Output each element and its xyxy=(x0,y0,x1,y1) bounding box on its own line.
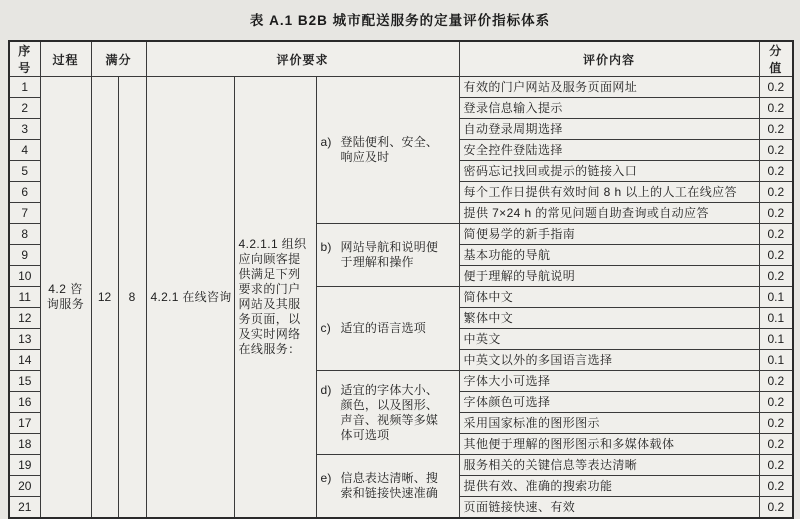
seq-cell: 10 xyxy=(9,266,40,287)
content-cell: 字体颜色可选择 xyxy=(459,392,759,413)
seq-cell: 20 xyxy=(9,476,40,497)
content-cell: 密码忘记找回或提示的链接入口 xyxy=(459,161,759,182)
score-cell: 0.1 xyxy=(759,350,793,371)
group-text: 适宜的语言选项 xyxy=(340,321,426,335)
score-cell: 0.2 xyxy=(759,266,793,287)
table-row xyxy=(9,77,793,98)
requirement-group-cell xyxy=(316,287,459,371)
score-cell: 0.2 xyxy=(759,392,793,413)
process-cell: 4.2 咨询服务 xyxy=(40,77,91,519)
header-full-score: 满分 xyxy=(91,41,146,77)
content-cell: 其他便于理解的图形图示和多媒体载体 xyxy=(459,434,759,455)
requirement-group-cell xyxy=(316,224,459,287)
score-cell: 0.1 xyxy=(759,287,793,308)
group-letter: a) xyxy=(320,135,332,149)
header-content: 评价内容 xyxy=(459,41,759,77)
header-row xyxy=(9,41,793,77)
score-cell: 0.2 xyxy=(759,413,793,434)
full-score-left-cell: 12 xyxy=(91,77,118,519)
seq-cell: 12 xyxy=(9,308,40,329)
score-cell: 0.2 xyxy=(759,182,793,203)
score-cell: 0.2 xyxy=(759,371,793,392)
content-cell: 字体大小可选择 xyxy=(459,371,759,392)
content-cell: 采用国家标准的图形图示 xyxy=(459,413,759,434)
group-text: 网站导航和说明便于理解和操作 xyxy=(340,240,439,269)
content-cell: 简便易学的新手指南 xyxy=(459,224,759,245)
table-header xyxy=(9,41,793,77)
seq-cell: 7 xyxy=(9,203,40,224)
full-score-right-cell: 8 xyxy=(118,77,146,519)
group-text: 登陆便利、安全、响应及时 xyxy=(340,135,439,164)
score-cell: 0.2 xyxy=(759,140,793,161)
score-cell: 0.2 xyxy=(759,77,793,98)
content-cell: 提供有效、准确的搜索功能 xyxy=(459,476,759,497)
content-cell: 繁体中文 xyxy=(459,308,759,329)
header-score: 分值 xyxy=(759,41,793,77)
content-cell: 每个工作日提供有效时间 8 h 以上的人工在线应答 xyxy=(459,182,759,203)
group-letter: b) xyxy=(320,240,332,254)
seq-cell: 1 xyxy=(9,77,40,98)
score-cell: 0.1 xyxy=(759,308,793,329)
content-cell: 登录信息输入提示 xyxy=(459,98,759,119)
content-cell: 中英文 xyxy=(459,329,759,350)
content-cell: 简体中文 xyxy=(459,287,759,308)
score-cell: 0.2 xyxy=(759,203,793,224)
score-cell: 0.2 xyxy=(759,161,793,182)
seq-cell: 21 xyxy=(9,497,40,519)
seq-cell: 18 xyxy=(9,434,40,455)
requirement-group-cell xyxy=(316,455,459,519)
seq-cell: 2 xyxy=(9,98,40,119)
seq-cell: 4 xyxy=(9,140,40,161)
content-cell: 自动登录周期选择 xyxy=(459,119,759,140)
content-cell: 提供 7×24 h 的常见问题自助查询或自动应答 xyxy=(459,203,759,224)
group-letter: d) xyxy=(320,382,332,397)
content-cell: 基本功能的导航 xyxy=(459,245,759,266)
content-cell: 页面链接快速、有效 xyxy=(459,497,759,519)
score-cell: 0.2 xyxy=(759,434,793,455)
requirement-clause-cell: 4.2.1 在线咨询 xyxy=(146,77,234,519)
seq-cell: 17 xyxy=(9,413,40,434)
requirement-description-cell: 4.2.1.1 组织应向顾客提供满足下列要求的门户网站及其服务页面，以及实时网络在线服务： xyxy=(234,77,316,519)
content-cell: 安全控件登陆选择 xyxy=(459,140,759,161)
requirement-group-cell xyxy=(316,77,459,224)
header-seq: 序号 xyxy=(9,41,40,77)
seq-cell: 13 xyxy=(9,329,40,350)
content-cell: 中英文以外的多国语言选择 xyxy=(459,350,759,371)
score-cell: 0.2 xyxy=(759,224,793,245)
group-letter: e) xyxy=(320,471,332,485)
seq-cell: 14 xyxy=(9,350,40,371)
score-cell: 0.2 xyxy=(759,98,793,119)
group-text: 信息表达清晰、搜索和链接快速准确 xyxy=(340,471,439,500)
group-text: 适宜的字体大小、颜色，以及图形、声音、视频等多媒体可选项 xyxy=(340,382,439,442)
score-cell: 0.1 xyxy=(759,329,793,350)
content-cell: 有效的门户网站及服务页面网址 xyxy=(459,77,759,98)
seq-cell: 9 xyxy=(9,245,40,266)
seq-cell: 11 xyxy=(9,287,40,308)
score-cell: 0.2 xyxy=(759,476,793,497)
table-title: 表 A.1 B2B 城市配送服务的定量评价指标体系 xyxy=(249,13,551,28)
score-cell: 0.2 xyxy=(759,455,793,476)
group-letter: c) xyxy=(320,321,331,335)
seq-cell: 19 xyxy=(9,455,40,476)
content-cell: 便于理解的导航说明 xyxy=(459,266,759,287)
seq-cell: 5 xyxy=(9,161,40,182)
evaluation-index-table xyxy=(8,40,794,519)
score-cell: 0.2 xyxy=(759,119,793,140)
seq-cell: 8 xyxy=(9,224,40,245)
score-cell: 0.2 xyxy=(759,497,793,519)
seq-cell: 15 xyxy=(9,371,40,392)
requirement-group-cell xyxy=(316,371,459,455)
score-cell: 0.2 xyxy=(759,245,793,266)
header-process: 过程 xyxy=(40,41,91,77)
header-requirement: 评价要求 xyxy=(146,41,459,77)
content-cell: 服务相关的关键信息等表达清晰 xyxy=(459,455,759,476)
seq-cell: 16 xyxy=(9,392,40,413)
table-body xyxy=(9,77,793,519)
seq-cell: 6 xyxy=(9,182,40,203)
seq-cell: 3 xyxy=(9,119,40,140)
